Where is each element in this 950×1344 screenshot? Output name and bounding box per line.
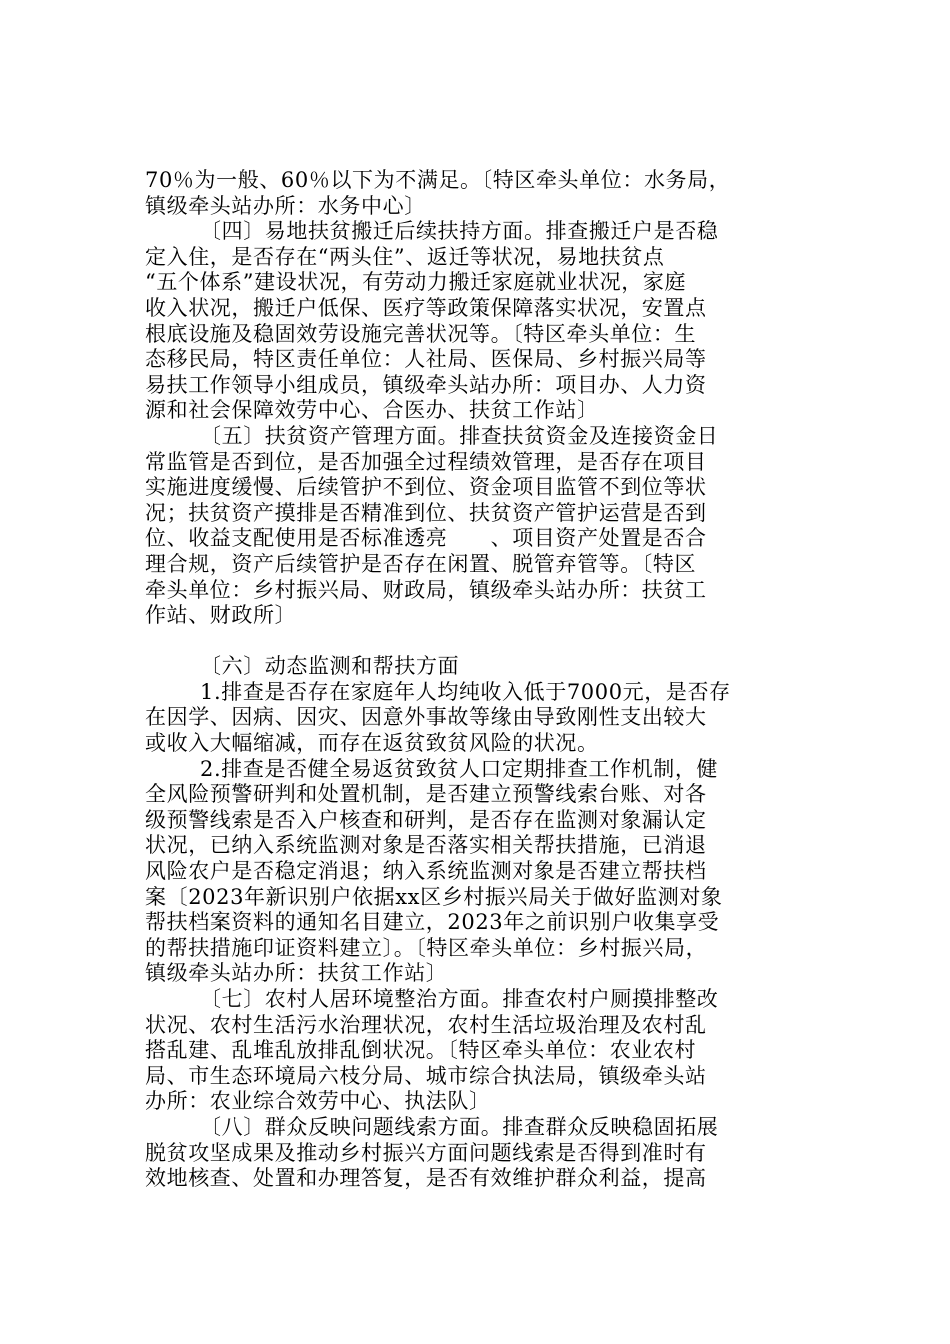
text-line: 态移民局，特区责任单位：人社局、医保局、乡村振兴局等	[145, 347, 707, 372]
text-line: 牵头单位：乡村振兴局、财政局，镇级牵头站办所：扶贫工	[145, 577, 707, 602]
text-line: 〔八〕群众反映问题线索方面。排查群众反映稳固拓展	[200, 1114, 719, 1139]
text-line: 1.排查是否存在家庭年人均纯收入低于7000元，是否存	[200, 679, 731, 704]
text-line: 搭乱建、乱堆乱放排乱倒状况。〔特区牵头单位：农业农村	[145, 1038, 697, 1063]
text-line: 风险农户是否稳定消退；纳入系统监测对象是否建立帮扶档	[145, 859, 707, 884]
text-line: 效地核查、处置和办理答复，是否有效维护群众利益，提高	[145, 1166, 707, 1191]
text-line: 全风险预警研判和处置机制，是否建立预警线索台账、对各	[145, 782, 707, 807]
text-line: 定入住，是否存在“两头住”、返迁等状况，易地扶贫点	[145, 244, 665, 269]
text-line: 级预警线索是否入户核查和研判，是否存在监测对象漏认定	[145, 807, 707, 832]
text-line: 局、市生态环境局六枝分局、城市综合执法局，镇级牵头站	[145, 1063, 707, 1088]
text-line: 或收入大幅缩减，而存在返贫致贫风险的状况。	[145, 731, 599, 756]
text-line: 源和社会保障效劳中心、合医办、扶贫工作站〕	[145, 398, 599, 423]
text-line: 〔四〕易地扶贫搬迁后续扶持方面。排查搬迁户是否稳	[200, 219, 719, 244]
text-line: 常监管是否到位，是否加强全过程绩效管理，是否存在项目	[145, 449, 707, 474]
document-page	[145, 168, 815, 1192]
text-line: 镇级牵头站办所：扶贫工作站〕	[145, 961, 448, 986]
text-line: 收入状况，搬迁户低保、医疗等政策保障落实状况，安置点	[145, 295, 707, 320]
text-line: 脱贫攻坚成果及推动乡村振兴方面问题线索是否得到准时有	[145, 1140, 707, 1165]
blank-line	[145, 629, 815, 655]
text-line: 的帮扶措施印证资料建立〕。〔特区牵头单位：乡村振兴局，	[145, 935, 708, 960]
document-body	[145, 168, 815, 1192]
text-line: “五个体系”建设状况，有劳动力搬迁家庭就业状况，家庭	[145, 270, 687, 295]
text-line: 帮扶档案资料的通知名目建立，2023年之前识别户收集享受	[145, 910, 720, 935]
text-line: 实施进度缓慢、后续管护不到位、资金项目监管不到位等状	[145, 475, 707, 500]
text-line: 状况，已纳入系统监测对象是否落实相关帮扶措施，已消退	[145, 833, 707, 858]
text-line: 70％为一般、60％以下为不满足。〔特区牵头单位：水务局，	[145, 168, 731, 192]
text-line: 根底设施及稳固效劳设施完善状况等。〔特区牵头单位：生	[145, 321, 697, 346]
text-line: 易扶工作领导小组成员，镇级牵头站办所：项目办、人力资	[145, 372, 707, 397]
text-line: 案〔2023年新识别户依据xx区乡村振兴局关于做好监测对象	[145, 884, 723, 909]
text-line: 〔六〕动态监测和帮扶方面	[200, 654, 460, 679]
text-line: 理合规，资产后续管护是否存在闲置、脱管弃管等。〔特区	[145, 551, 697, 576]
text-line: 〔七〕农村人居环境整治方面。排查农村户厕摸排整改	[200, 987, 719, 1011]
text-line: 镇级牵头站办所：水务中心〕	[145, 193, 426, 218]
text-line: 作站、财政所〕	[145, 603, 297, 628]
text-line: 状况、农村生活污水治理状况，农村生活垃圾治理及农村乱	[145, 1012, 707, 1037]
text-line: 办所：农业综合效劳中心、执法队〕	[145, 1089, 491, 1114]
text-line: 位、收益支配使用是否标准透亮 、项目资产处置是否合	[145, 526, 707, 551]
text-line: 〔五〕扶贫资产管理方面。排查扶贫资金及连接资金日	[200, 423, 719, 448]
text-line: 况；扶贫资产摸排是否精准到位、扶贫资产管护运营是否到	[145, 500, 707, 525]
text-line: 在因学、因病、因灾、因意外事故等缘由导致刚性支出较大	[145, 705, 707, 730]
text-line: 2.排查是否健全易返贫致贫人口定期排查工作机制，健	[200, 756, 719, 781]
